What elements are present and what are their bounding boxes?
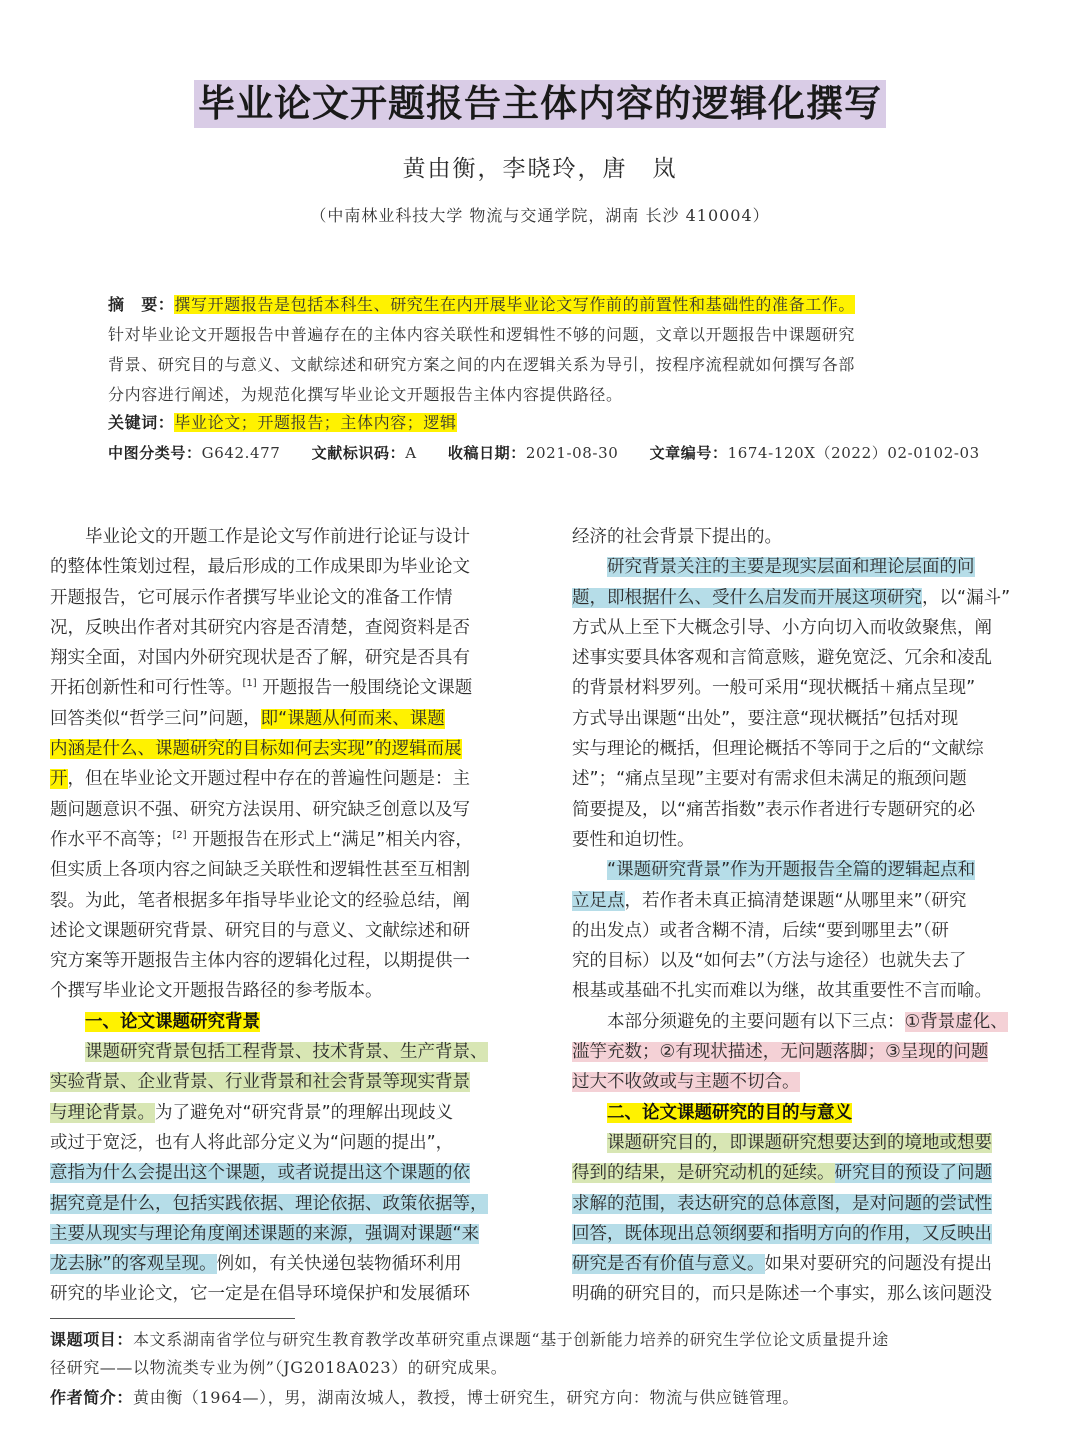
abstract-label: 摘 要： bbox=[108, 295, 175, 314]
project-text: 本文系湖南省学位与研究生教育教学改革研究重点课题“基于创新能力培养的研究生学位论文质量提升途 径研究——以物流类专业为例”（JG2018A023）的研究成果。 bbox=[50, 1330, 889, 1377]
article-value: 1674-120X（2022）02-0102-03 bbox=[727, 444, 980, 462]
right-p2-highlight: “课题研究背景”作为开题报告全篇的逻辑起点和 立足点 bbox=[572, 860, 976, 911]
affiliation: （中南林业科技大学 物流与交通学院，湖南 长沙 410004） bbox=[310, 206, 770, 225]
ref-2[interactable]: [2] bbox=[172, 830, 187, 842]
footnote-divider bbox=[50, 1318, 295, 1319]
footnote-author bbox=[50, 1384, 1040, 1412]
section-heading-2 bbox=[572, 1098, 1040, 1128]
section-heading-2-text: 二、论文课题研究的目的与意义 bbox=[607, 1102, 852, 1123]
section-heading-1 bbox=[50, 1007, 518, 1037]
article-label: 文章编号： bbox=[649, 444, 728, 462]
clc-value: G642.477 bbox=[201, 444, 281, 462]
right-p3a: 本部分须避免的主要问题有以下三点： bbox=[607, 1011, 905, 1032]
right-p4a: 如果对要研究的问题没有提出 明确的研究目的，而只是陈述一个事实，那么该问题没 bbox=[572, 1254, 992, 1305]
right-paragraph-4 bbox=[572, 1128, 1040, 1310]
doc-value: A bbox=[405, 444, 417, 462]
right-p4-highlight-green: 课题研究目的，即课题研究想要达到的境地或想要 得到的结果，是研究动机的延续。 bbox=[572, 1132, 992, 1184]
clc-label: 中图分类号： bbox=[108, 444, 202, 462]
left-p2-highlight-blue: 意指为什么会提出这个课题，或者说提出这个课题的依 据究竟是什么，包括实践依据、理论依据、政策依据等， 主要从现实与理论角度阐述课题的来源，强调对课题“来 龙去脉”的客观呈现。 bbox=[50, 1163, 488, 1275]
right-p1a: ，以“漏斗” 方式从上至下大概念引导、小方向切入而收敛聚焦，阐 述事实要具体客观和言简意赅，避免宽泛、冗余和凌乱 的背景材料罗列。一般可采用“现状概括＋痛点呈现” 方式导出课题“出处”，要注意“现状概括”包括对现 实与理论的概括，但理论概括不等同于之后的“文献综 述”；“痛点呈现”主要对有需求但未满足的瓶颈问题 简要提及，以“痛苦指数”表示作者进行专题研究的必 要性和迫切性。 bbox=[572, 587, 1011, 850]
right-paragraph-3 bbox=[572, 1007, 1040, 1098]
right-paragraph-1 bbox=[572, 552, 1040, 855]
left-paragraph-2 bbox=[50, 1037, 518, 1310]
abstract bbox=[108, 290, 988, 410]
ref-1[interactable]: [1] bbox=[242, 678, 257, 690]
left-p1a: 毕业论文的开题工作是论文写作前进行论证与设计 的整体性策划过程，最后形成的工作成果即为毕业论文 开题报告，它可展示作者撰写毕业论文的准备工作情 况，反映出作者对其研究内容是否清楚，查阅资料是否 翔实全面，对国内外研究现状是否了解，研究是否具有 开拓创新性和可行性等。 bbox=[50, 527, 470, 699]
footnote-project bbox=[50, 1326, 1040, 1382]
right-p1-highlight: 研究背景关注的主要是现实层面和理论层面的问 题，即根据什么、受什么启发而开展这项研究 bbox=[572, 557, 975, 608]
right-p2a: ，若作者未真正搞清楚课题“从哪里来”（研究 的出发点）或者含糊不清，后续“要到哪里去”（研 究的目标）以及“如何去”（方法与途径）也就失去了 根基或基础不扎实而难以为继，故其重要性不言而喻。 bbox=[572, 890, 992, 1002]
left-p1b: 开题报告一般围绕论文课题 回答类似“哲学三问”问题， bbox=[50, 678, 473, 729]
right-column bbox=[572, 522, 1040, 1310]
project-label: 课题项目： bbox=[50, 1330, 134, 1349]
right-p3-highlight: ①背景虚化、 滥竽充数；②有现状描述，无问题落脚；③呈现的问题 过大不收敛或与主题不切合。 bbox=[572, 1011, 1008, 1093]
date-value: 2021-08-30 bbox=[525, 444, 619, 462]
left-column bbox=[50, 522, 518, 1310]
left-paragraph-1 bbox=[50, 522, 518, 1007]
author-text: 黄由衡（1964—），男，湖南汝城人，教授，博士研究生，研究方向：物流与供应链管理。 bbox=[133, 1388, 799, 1407]
classification-line bbox=[108, 438, 988, 468]
doc-label: 文献标识码： bbox=[311, 444, 406, 462]
date-label: 收稿日期： bbox=[447, 444, 526, 462]
left-p2b: 例如，有关快递包装物循环利用 研究的毕业论文，它一定是在倡导环境保护和发展循环 bbox=[50, 1254, 470, 1305]
keywords-value: 毕业论文；开题报告；主体内容；逻辑 bbox=[174, 413, 457, 432]
keywords bbox=[108, 408, 988, 438]
section-heading-1-text: 一、论文课题研究背景 bbox=[85, 1011, 260, 1032]
abstract-text: 针对毕业论文开题报告中普遍存在的主体内容关联性和逻辑性不够的问题，文章以开题报告中课题研究 背景、研究目的与意义、文献综述和研究方案之间的内在逻辑关系为导引，按程序流程就如何撰写各部 分内容进行阐述，为规范化撰写毕业论文开题报告主体内容提供路径。 bbox=[108, 325, 856, 404]
left-p2-highlight-green: 课题研究背景包括工程背景、技术背景、生产背景、 实验背景、企业背景、行业背景和社会背景等现实背景 与理论背景。 bbox=[50, 1042, 488, 1123]
authors: 黄由衡，李晓玲，唐 岚 bbox=[402, 156, 678, 182]
left-p2a: 为了避免对“研究背景”的理解出现歧义 或过于宽泛，也有人将此部分定义为“问题的提出”， bbox=[50, 1102, 454, 1153]
abstract-highlight: 撰写开题报告是包括本科生、研究生在内开展毕业论文写作前的前置性和基础性的准备工作。 bbox=[174, 295, 856, 314]
left-p1-highlight: 即“课题从何而来、课题 内涵是什么、课题研究的目标如何去实现”的逻辑而展 开 bbox=[50, 708, 462, 790]
author-label: 作者简介： bbox=[50, 1388, 134, 1407]
right-paragraph-2 bbox=[572, 855, 1040, 1006]
paper-title: 毕业论文开题报告主体内容的逻辑化撰写 bbox=[194, 80, 886, 128]
title-wrap bbox=[0, 80, 1080, 128]
keywords-label: 关键词： bbox=[108, 413, 175, 432]
right-paragraph-0: 经济的社会背景下提出的。 bbox=[572, 527, 782, 547]
left-p1d: 开题报告在形式上“满足”相关内容， 但实质上各项内容之间缺乏关联性和逻辑性甚至互相割 裂。为此，笔者根据多年指导毕业论文的经验总结，阐 述论文课题研究背景、研究目的与意义、文献综述和研 究方案等开题报告主体内容的逻辑化过程，以期提供一 个撰写毕业论文开题报告路径的参考版本。 bbox=[50, 829, 473, 1002]
left-p1c: ，但在毕业论文开题过程中存在的普遍性问题是：主 题问题意识不强、研究方法误用、研究缺乏创意以及写 作水平不高等； bbox=[50, 769, 470, 850]
right-p4-highlight-blue: 研究目的预设了问题 求解的范围，表达研究的总体意图，是对问题的尝试性 回答，既体现出总领纲要和指明方向的作用，又反映出 研究是否有价值与意义。 bbox=[572, 1163, 992, 1275]
